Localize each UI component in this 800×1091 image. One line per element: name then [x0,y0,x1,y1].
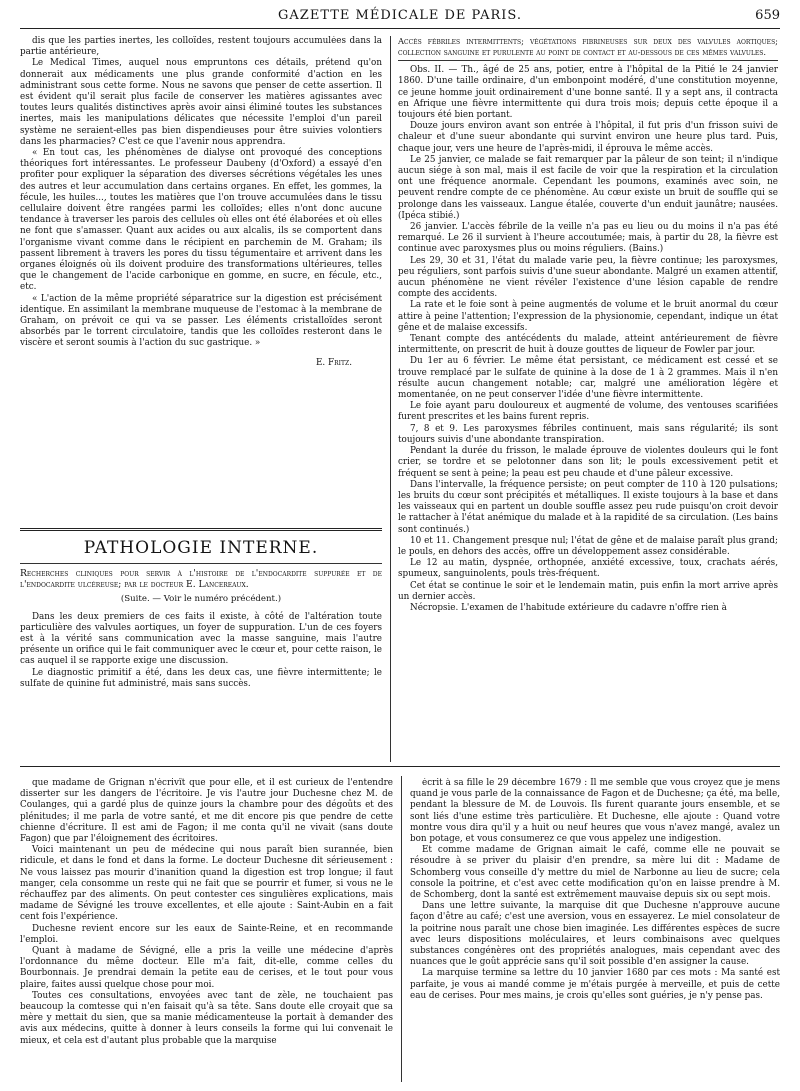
column-divider [390,36,391,762]
running-title: GAZETTE MÉDICALE DE PARIS. [278,8,522,23]
observation-heading: Accès fébriles intermittents; végétations fibrineuses sur deux des valvules aortiques; collection sanguine et purulente au point de contact et au-dessous de ces mêmes valvules. [398,36,778,57]
paragraph: Les 29, 30 et 31, l'état du malade varie peu, la fièvre continue; les paroxysmes, peu réguliers, sont parfois suivis d'une sueur abondante. Malgré un examen attentif, aucun phénomène ne vient révéler l'existence d'une lésion capable de rendre compte des accidents. [398,255,778,300]
paragraph: Cet état se continue le soir et le lendemain matin, puis enfin la mort arrive après un dernier accès. [398,580,778,602]
paragraph: Dans les deux premiers de ces faits il existe, à côté de l'altération toute particulière des valvules aortiques, un foyer de suppuration. L'un de ces foyers est à la vérité sans communication avec la masse sanguine, mais l'autre présente un orifice qui le fait communiquer avec le cœur et, pour cette raison, le cas auquel il se rapporte exige une discussion. [20,611,382,667]
paragraph: 26 janvier. L'accès fébrile de la veille n'a pas eu lieu ou du moins il n'a pas été remarqué. Le 26 il survient à l'heure accoutumée; mais, à partir du 28, la fièvre est continue avec paroxysmes plus ou moins réguliers. (Bains.) [398,222,778,255]
paragraph: « L'action de la même propriété séparatrice sur la digestion est précisément identique. En assimilant la membrane muqueuse de l'estomac à la membrane de Graham, on prévoit ce qui va se passer. Les éléments cristalloïdes seront absorbés par le torrent circulatoire, tandis que les colloïdes resteront dans le viscère et seront soumis à l'action du suc gastrique. » [20,293,382,349]
left-column-section [20,522,382,767]
paragraph: La rate et le foie sont à peine augmentés de volume et le bruit anormal du cœur attire à peine l'attention; l'expression de la physionomie, cependant, indique un état gêne et de malaise excessifs. [398,300,778,333]
continuation-note: (Suite. — Voir le numéro précédent.) [120,594,282,605]
paragraph: « En tout cas, les phénomènes de dialyse ont provoqué des conceptions théoriques fort intéressantes. Le professeur Daubeny (d'Oxford) a essayé d'en profiter pour expliquer la séparation des diverses sécrétions végétales les unes des autres et leur accumulation dans certains organes. En effet, les gommes, la fécule, les huiles..., toutes les matières que l'on trouve accumulées dans le tissu cellulaire doivent être rangées parmi les colloïdes; elles n'ont donc aucune tendance à traverser les parois des cellules où elles ont été élaborées et où elles ne font que s'amasser. Quant aux acides ou aux alcalis, ils se comportent dans l'organisme vivant comme dans le récipient en parchemin de M. Graham; ils passent librement à travers les pores du tissu tégumentaire et arrivent dans les organes éloignés où ils doivent produire des transformations ultérieures, telles que le changement de l'acide carbonique en gomme, en sucre, en fécule, etc., etc. [20,148,382,293]
paragraph: Le 25 janvier, ce malade se fait remarquer par la pâleur de son teint; il n'indique aucun siége à son mal, mais il est facile de voir que la respiration et la circulation ont une fréquence anormale. Cependant les poumons, examinés avec soin, ne peuvent rendre compte de ce phénomène. Au cœur existe un bruit de souffle qui se prolonge dans les vaisseaux. Langue étalée, couverte d'un enduit jaunâtre; nausées. (Ipéca stibié.) [398,154,778,221]
paragraph: Quant à madame de Sévigné, elle a pris la veille une médecine d'après l'ordonnance du même docteur. Elle m'a fait, dit-elle, comme celles du Bourbonnais. Je prendrai demain la petite eau de cerises, et le tout pour vous plaire, faites aussi quelque chose pour moi. [20,946,393,990]
paragraph: Du 1er au 6 février. Le même état persistant, ce médicament est cessé et se trouve remplacé par le sulfate de quinine à la dose de 1 à 2 grammes. Mais il n'en résulte aucun changement notable; car, malgré une amélioration légère et momentanée, on ne peut conserver l'idée d'une fièvre intermittente. [398,356,778,401]
paragraph: 10 et 11. Changement presque nul; l'état de gêne et de malaise paraît plus grand; le pouls, en dehors des accès, offre un développement assez considérable. [398,535,778,557]
left-column-top [20,36,382,513]
feuilleton-rule [20,766,780,767]
paragraph: Dans l'intervalle, la fréquence persiste; on peut compter de 110 à 120 pulsations; les bruits du cœur sont précipités et métalliques. Il existe toujours à la base et dans les vaisseaux qui en partent un double souffle assez peu rude puisqu'on croit devoir le rattacher à l'état anémique du malade et à la rapidité de sa circulation. (Les bains sont continués.) [398,479,778,535]
running-head [20,8,780,30]
section-title: PATHOLOGIE INTERNE. [83,538,319,558]
paragraph: Le foie ayant paru douloureux et augmenté de volume, des ventouses scarifiées furent prescrites et les bains furent repris. [398,401,778,423]
header-rule [20,28,780,29]
paragraph: Voici maintenant un peu de médecine qui nous paraît bien surannée, bien ridicule, et dans le fond et dans la forme. Le docteur Duchesne dit sérieusement : Ne vous laissez pas mourir d'inanition quand la digestion est trop longue; il faut manger, cela consomme un reste qui ne fait que se pourrir et fumer, si vous ne le réchauffez par des aliments. On peut contester ces singulières explications, mais madame de Sévigné les trouve excellentes, et elle ajoute : Saint-Aubin en a fait cent fois l'expérience. [20,845,393,923]
feuilleton-left-column [20,778,393,1083]
paragraph: Toutes ces consultations, envoyées avec tant de zèle, ne touchaient pas beaucoup la comtesse qui n'en faisait qu'à sa tête. Sans doute elle croyait que sa mère y mettait du sien, que sa manie médicamenteuse la portait à demander des avis aux médecins, quitte à donner à leurs conseils la forme qui lui convenait le mieux, et cela est d'autant plus probable que la marquise [20,990,393,1046]
right-column [398,36,778,758]
paragraph: Dans une lettre suivante, la marquise dit que Duchesne n'approuve aucune façon d'être au café; c'est une aversion, vous en essayerez. Le miel consolateur de la poitrine nous paraît une chose bien imaginée. Les différentes espèces de sucre avec leurs dispositions moléculaires, et leurs combinaisons avec quelques substances congénères ont des propriétés analogues, mais cependant avec des nuances que le goût apprécie sans qu'il soit possible d'en assigner la cause. [410,901,780,968]
paragraph: que madame de Grignan n'écrivît que pour elle, et il est curieux de l'entendre disserter sur les dangers de l'écritoire. Je vis l'autre jour Duchesne chez M. de Coulanges, qui a gardé plus de quinze jours la chambre pour des dégoûts et des plénitudes; il me parla de votre santé, et me dit encore pis que pendre de cette chienne d'écriture. Il est ami de Fagon; il me conta qu'il ne vivait (sans doute Fagon) que par l'éloignement des écritoires. [20,778,393,845]
paragraph: écrit à sa fille le 29 décembre 1679 : Il me semble que vous croyez que je mens quand je vous parle de la connaissance de Fagon et de Duchesne; ça été, ma belle, pendant la blessure de M. de Louvois. Ils furent quarante jours ensemble, et se sont liés d'une estime très particulière. Et Duchesne, elle ajoute : Quand votre montre vous dira qu'il y a huit ou neuf heures que vous n'avez mangé, avalez un bon potage, et vous consumerez ce que vous appelez une indigestion. [410,778,780,845]
paragraph: dis que les parties inertes, les colloïdes, restent toujours accumulées dans la partie antérieure, [20,36,382,58]
paragraph: Tenant compte des antécédents du malade, atteint antérieurement de fièvre intermittente, on prescrit de huit à douze gouttes de liqueur de Fowler par jour. [398,334,778,356]
paragraph: Pendant la durée du frisson, le malade éprouve de violentes douleurs qui le font crier, se tordre et se pelotonner dans son lit; le pouls excessivement petit et fréquent se sent à peine; la peau est peu chaude et d'une pâleur excessive. [398,446,778,479]
paragraph: 7, 8 et 9. Les paroxysmes fébriles continuent, mais sans régularité; ils sont toujours suivis d'une abondante transpiration. [398,423,778,445]
section-divider [20,528,382,531]
paragraph: Le Medical Times, auquel nous empruntons ces détails, prétend qu'on donnerait aux médicaments une plus grande conformité d'action en les administrant sous cette forme. Nous ne savons que penser de cette assertion. Il est évident qu'il serait plus facile de conserver les matières agissantes avec toutes leurs qualités distinctives après avoir ainsi éliminé toutes les substances inertes, mais les manipulations délicates que nécessite l'emploi d'un pareil système ne seraient-elles pas bien dispendieuses pour être suivies volontiers dans les pharmacies? C'est ce que l'avenir nous apprendra. [20,58,382,147]
page-number: 659 [755,8,780,23]
paragraph: Le 12 au matin, dyspnée, orthopnée, anxiété excessive, toux, crachats aérés, spumeux, sanguinolents, pouls très-fréquent. [398,558,778,580]
paragraph: Et comme madame de Grignan aimait le café, comme elle ne pouvait se résoudre à se priver du plaisir d'en prendre, sa mère lui dit : Madame de Schomberg vous conseille d'y mettre du miel de Narbonne au lieu de sucre; cela console la poitrine, et c'est avec cette modification qu'on en laisse prendre à M. de Schomberg, dont la santé est extrêmement mauvaise depuis six ou sept mois. [410,845,780,901]
paragraph: Douze jours environ avant son entrée à l'hôpital, il fut pris d'un frisson suivi de chaleur et d'une sueur abondante qui survint environ une heure plus tard. Puis, chaque jour, vers une heure de l'après-midi, il éprouva le même accès. [398,121,778,154]
feuilleton-right-column [410,778,780,1078]
paragraph: Nécropsie. L'examen de l'habitude extérieure du cadavre n'offre rien à [410,602,727,613]
paragraph: Duchesne revient encore sur les eaux de Sainte-Reine, et en recommande l'emploi. [20,923,393,945]
heading-rule [398,60,778,61]
paragraph: Obs. II. — Th., âgé de 25 ans, potier, entre à l'hôpital de la Pitié le 24 janvier 1860. D'une taille ordinaire, d'un embonpoint modéré, d'une constitution moyenne, ce jeune homme jouit ordinairement d'une bonne santé. Il y a sept ans, il contracta en Afrique une fièvre intermittente qui dura trois mois; depuis cette époque il a toujours été bien portant. [398,65,778,120]
paragraph: Le diagnostic primitif a été, dans les deux cas, une fièvre intermittente; le sulfate de quinine fut administré, mais sans succès. [20,667,382,689]
title-rule [20,563,382,564]
article-heading: Recherches cliniques pour servir à l'histoire de l'endocardite suppurée et de l'endocardite ulcéreuse; par le docteur E. Lancereaux. [20,568,382,591]
feuilleton-column-divider [401,776,402,1082]
paragraph: La marquise termine sa lettre du 10 janvier 1680 par ces mots : Ma santé est parfaite, je vous ai mandé comme je m'étais purgée à merveille, et puis de cette eau de cerises. Pour mes mains, je crois qu'elles sont guéries, je n'y pense pas. [410,968,780,1001]
author-signature: E. Fritz. [316,357,352,368]
